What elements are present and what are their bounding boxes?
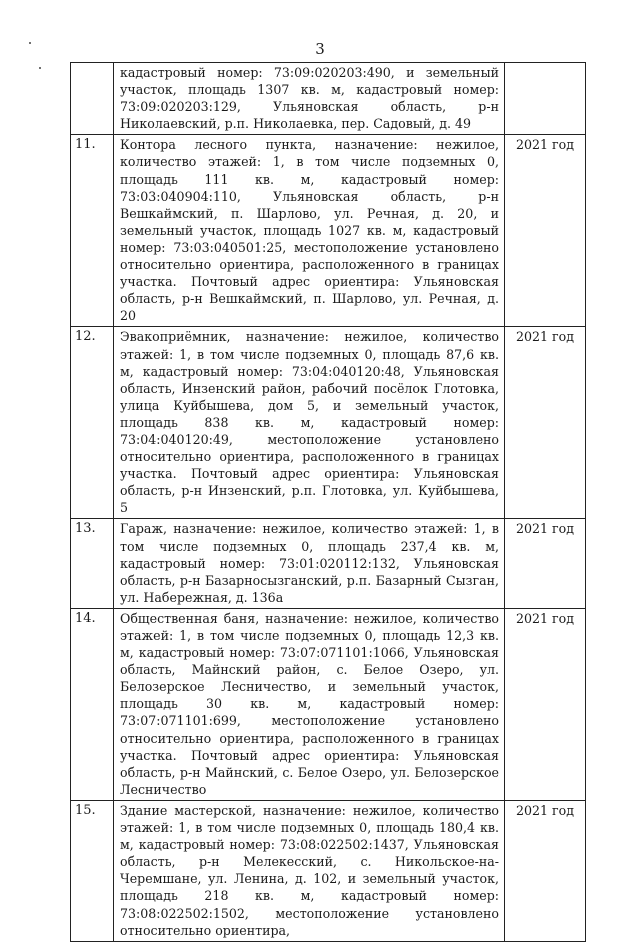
row-year: 2021 год [505, 800, 586, 941]
table-row [71, 327, 586, 519]
row-year: 2021 год [505, 608, 586, 800]
row-number: 12. [71, 327, 114, 519]
row-year: 2021 год [505, 327, 586, 519]
row-year [505, 63, 586, 135]
row-description: Контора лесного пункта, назначение: нежилое, количество этажей: 1, в том числе подземных 0, площадь 111 кв. м, кадастровый номер: 73:03:040904:110, Ульяновская область, р-н Вешкаймский, п. Шарлово, ул. Речная, д. 20, и земельный участок, площадь 1027 кв. м, кадастровый номер: 73:03:040501:25, местоположение установлено относительно ориентира, расположенного в границах участка. Почтовый адрес ориентира: Ульяновская область, р-н Вешкаймский, п. Шарлово, ул. Речная, д. 20 [114, 135, 505, 327]
page-number: 3 [315, 40, 325, 58]
row-year: 2021 год [505, 519, 586, 608]
row-description: Гараж, назначение: нежилое, количество этажей: 1, в том числе подземных 0, площадь 237,4 кв. м, кадастровый номер: 73:01:020112:132, Ульяновская область, р-н Базарносызганский, р.п. Базарный Сызган, ул. Набережная, д. 136а [114, 519, 505, 608]
row-number: 14. [71, 608, 114, 800]
row-number: 13. [71, 519, 114, 608]
table-row [71, 608, 586, 800]
row-year: 2021 год [505, 135, 586, 327]
row-number: 11. [71, 135, 114, 327]
row-description: кадастровый номер: 73:09:020203:490, и земельный участок, площадь 1307 кв. м, кадастровый номер: 73:09:020203:129, Ульяновская область, р-н Николаевский, р.п. Николаевка, пер. Садовый, д. 49 [114, 63, 505, 135]
row-description: Общественная баня, назначение: нежилое, количество этажей: 1, в том числе подземных 0, площадь 12,3 кв. м, кадастровый номер: 73:07:071101:1066, Ульяновская область, Майнский район, с. Белое Озеро, ул. Белозерское Лесничество, и земельный участок, площадь 30 кв. м, кадастровый номер: 73:07:071101:699, местоположение установлено относительно ориентира, расположенного в границах участка. Почтовый адрес ориентира: Ульяновская область, р-н Майнский, с. Белое Озеро, ул. Белозерское Лесничество [114, 608, 505, 800]
table-row [71, 800, 586, 941]
row-description: Здание мастерской, назначение: нежилое, количество этажей: 1, в том числе подземных 0, площадь 180,4 кв. м, кадастровый номер: 73:08:022502:1437, Ульяновская область, р-н Мелекесский, с. Никольское-на-Черемшане, ул. Ленина, д. 102, и земельный участок, площадь 218 кв. м, кадастровый номер: 73:08:022502:1502, местоположение установлено относительно ориентира, [114, 800, 505, 941]
table-row [71, 63, 586, 135]
table-row [71, 519, 586, 608]
table-row [71, 135, 586, 327]
row-number: 15. [71, 800, 114, 941]
property-table [70, 62, 586, 942]
row-number [71, 63, 114, 135]
row-description: Эвакоприёмник, назначение: нежилое, количество этажей: 1, в том числе подземных 0, площадь 87,6 кв. м, кадастровый номер: 73:04:040120:48, Ульяновская область, Инзенский район, рабочий посёлок Глотовка, улица Куйбышева, дом 5, и земельный участок, площадь 838 кв. м, кадастровый номер: 73:04:040120:49, местоположение установлено относительно ориентира, расположенного в границах участка. Почтовый адрес ориентира: Ульяновская область, р-н Инзенский, р.п. Глотовка, ул. Куйбышева, 5 [114, 327, 505, 519]
margin-mark [39, 67, 41, 69]
